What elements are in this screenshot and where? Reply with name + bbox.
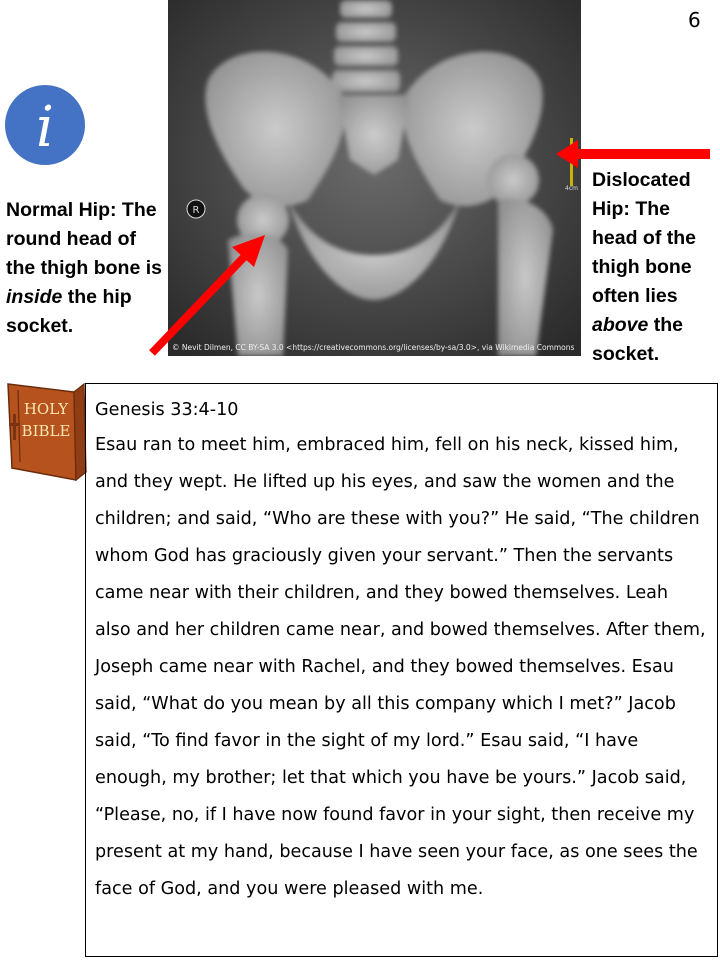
bible-icon-line1: HOLY (23, 400, 69, 418)
scripture-reference: Genesis 33:4-10 (95, 400, 239, 420)
normal-hip-caption-text: Normal Hip: The round head of the thigh bone is (6, 199, 162, 279)
dislocated-hip-caption-emphasis: above (592, 314, 649, 336)
scripture-text: Esau ran to meet him, embraced him, fell on his neck, kissed him, and they wept. He lifted up his eyes, and saw the women and the children; and said, “Who are these with you?” He said, “The children whom God has graciously given your servant.” Then the servants came near with their children, and they bowed themselves. Leah also and her children came near, and bowed themselves. After them, Joseph came near with Rachel, and they bowed themselves. Esau said, “What do you mean by all this company which I met?” Jacob said, “To find favor in the sight of my lord.” Esau said, “I have enough, my brother; let that which you have be yours.” Jacob said, “Please, no, if I have now found favor in your sight, then receive my present at my hand, because I have seen your face, as one sees the face of God, and you were pleased with me. (95, 435, 706, 899)
normal-hip-arrow (140, 225, 275, 365)
scripture-box (85, 383, 718, 957)
dislocated-hip-caption-end: the socket. (592, 314, 684, 365)
page-number: 6 (688, 8, 701, 32)
dislocated-hip-caption-text: Dislocated Hip: The head of the thigh bone often lies (592, 169, 697, 307)
info-icon (4, 84, 86, 166)
xray-scale-label: 4cm (565, 185, 578, 192)
image-credit: © Nevit Dilmen, CC BY-SA 3.0 <https://creativecommons.org/licenses/by-sa/3.0>, via Wikimedia Commons (172, 343, 575, 352)
normal-hip-caption-emphasis: inside (6, 286, 63, 308)
info-icon-glyph: i (36, 95, 54, 160)
dislocated-hip-caption (592, 166, 718, 369)
bible-icon-line2: BIBLE (21, 422, 71, 440)
normal-hip-caption-end: the hip socket. (6, 286, 132, 337)
dislocated-hip-arrow (552, 138, 714, 170)
holy-bible-icon (4, 380, 88, 490)
xray-r-marker-label: R (192, 205, 200, 216)
